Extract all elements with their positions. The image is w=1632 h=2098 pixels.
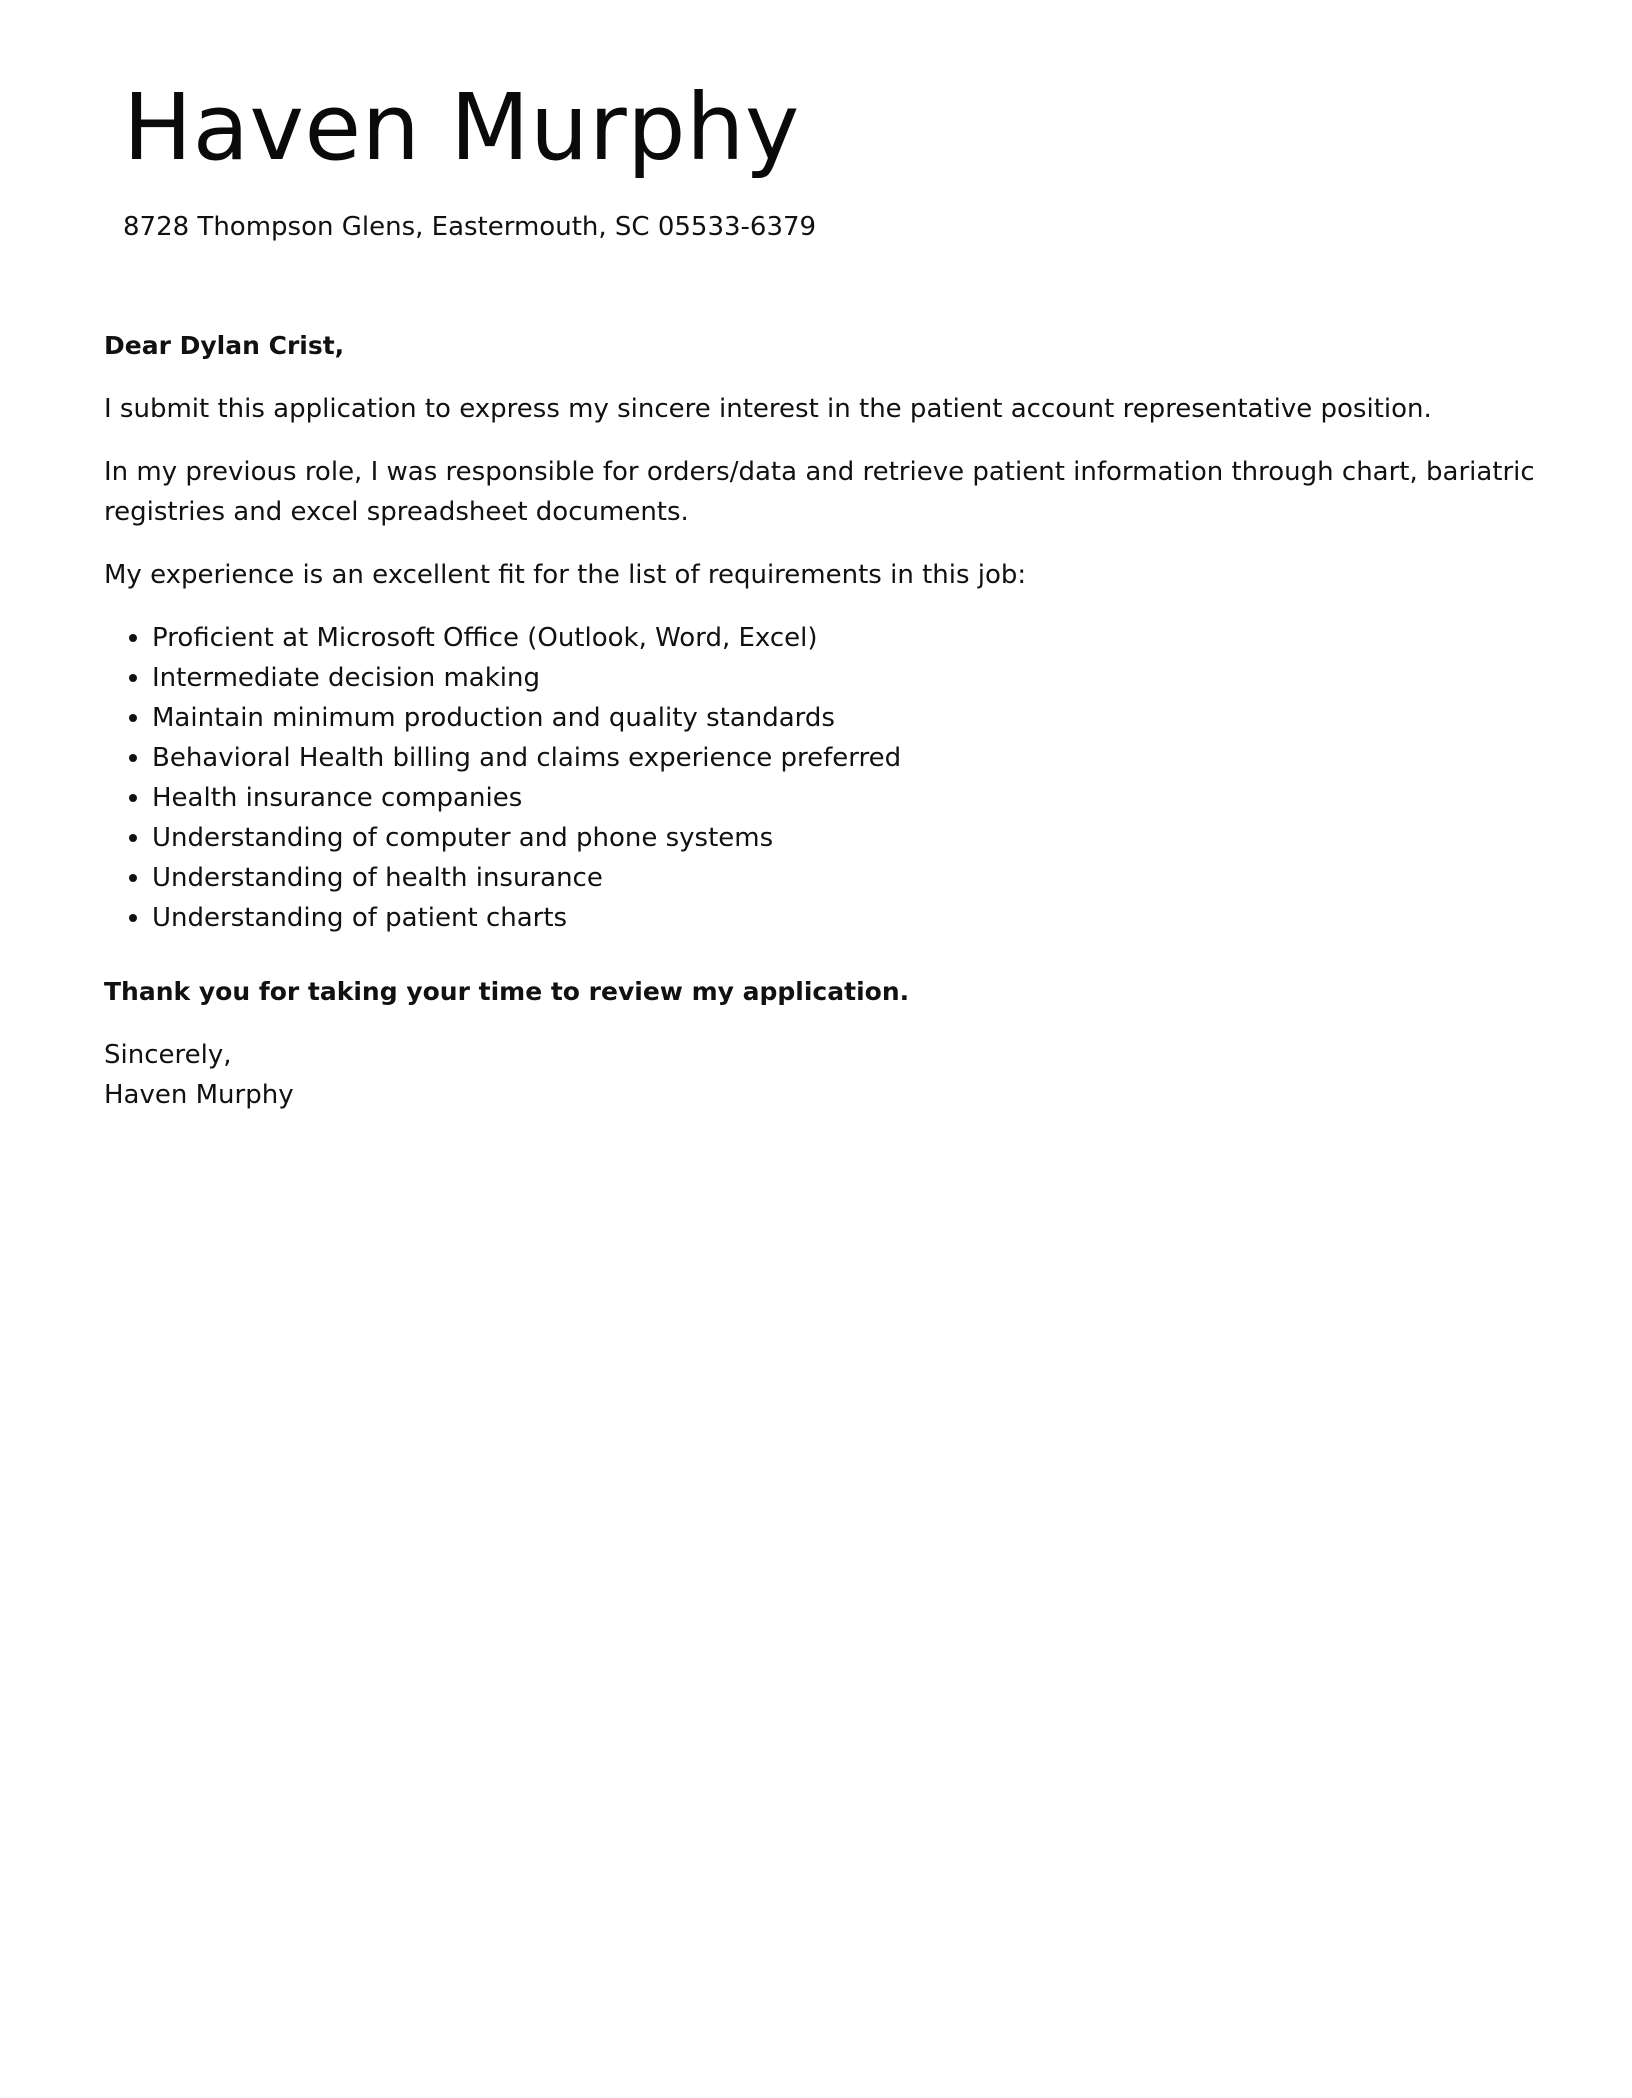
list-item: [104, 658, 1544, 698]
applicant-name: Haven Murphy: [123, 74, 800, 181]
salutation: Dear Dylan Crist,: [104, 331, 345, 360]
list-item: [104, 778, 1544, 818]
list-item: [104, 618, 1544, 658]
requirement-text: Health insurance companies: [152, 783, 523, 813]
requirement-text: Understanding of health insurance: [152, 863, 603, 893]
requirements-list: [104, 618, 1544, 938]
list-item: [104, 898, 1544, 938]
list-item: [104, 818, 1544, 858]
intro-paragraph: I submit this application to express my sincere interest in the patient account representative position.: [104, 394, 1432, 424]
fit-statement: My experience is an excellent fit for the list of requirements in this job:: [104, 560, 1027, 590]
letter-body: [104, 326, 1544, 1115]
bullet-icon: [129, 834, 137, 842]
signoff: Sincerely,: [104, 1040, 232, 1070]
closing-thanks: Thank you for taking your time to review my application.: [104, 977, 910, 1006]
requirement-text: Behavioral Health billing and claims experience preferred: [152, 743, 902, 773]
requirement-text: Maintain minimum production and quality standards: [152, 703, 835, 733]
list-item: [104, 698, 1544, 738]
requirement-text: Understanding of computer and phone systems: [152, 823, 774, 853]
experience-paragraph: In my previous role, I was responsible for orders/data and retrieve patient information through chart, bariatric registries and excel spreadsheet documents.: [104, 457, 1535, 527]
bullet-icon: [129, 874, 137, 882]
requirement-text: Understanding of patient charts: [152, 903, 568, 933]
list-item: [104, 858, 1544, 898]
applicant-address: 8728 Thompson Glens, Eastermouth, SC 05533-6379: [123, 212, 817, 242]
letter-header: [123, 72, 1523, 244]
bullet-icon: [129, 714, 137, 722]
signoff-block: [104, 1035, 1544, 1115]
bullet-icon: [129, 754, 137, 762]
bullet-icon: [129, 794, 137, 802]
bullet-icon: [129, 914, 137, 922]
requirement-text: Intermediate decision making: [152, 663, 540, 693]
bullet-icon: [129, 674, 137, 682]
bullet-icon: [129, 634, 137, 642]
signature-name: Haven Murphy: [104, 1080, 294, 1110]
requirement-text: Proficient at Microsoft Office (Outlook, Word, Excel): [152, 623, 818, 653]
list-item: [104, 738, 1544, 778]
